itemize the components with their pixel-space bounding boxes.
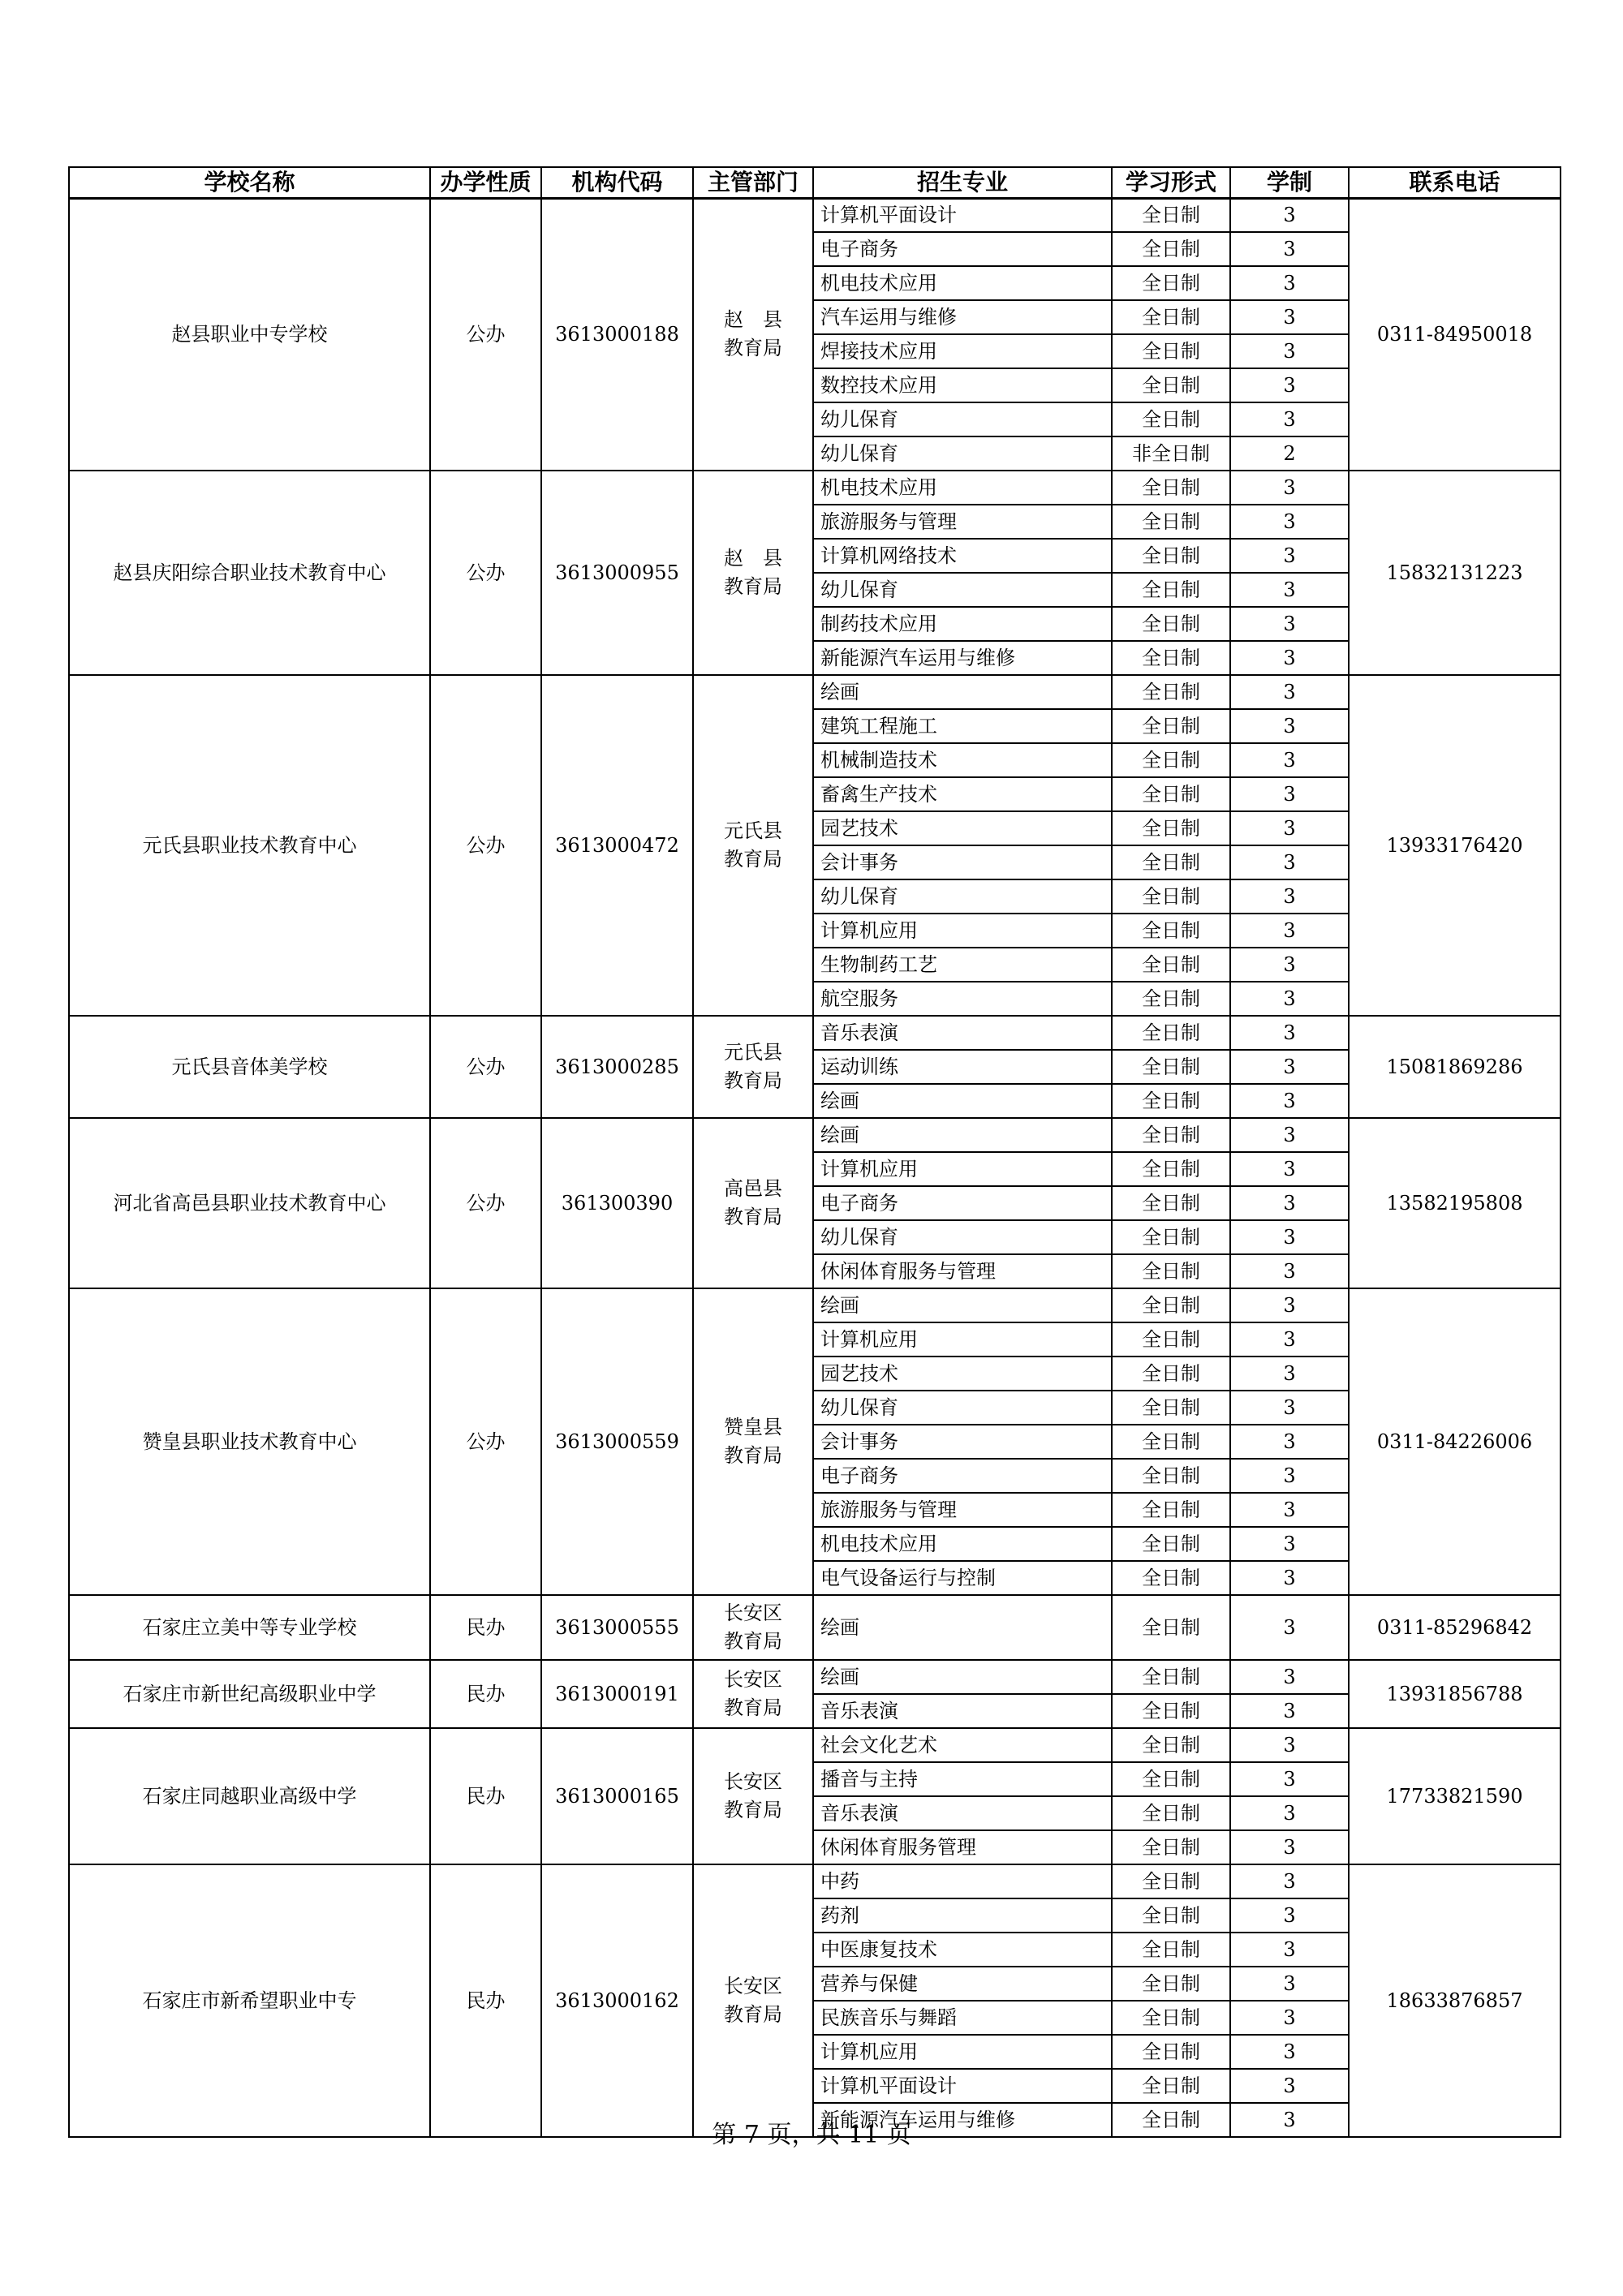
header-school-name: 学校名称 [69,167,430,198]
study-form: 全日制 [1112,1152,1230,1186]
contact-phone: 17733821590 [1349,1728,1561,1864]
header-study-form: 学习形式 [1112,167,1230,198]
duration: 3 [1230,198,1349,232]
table-row [69,1595,1561,1660]
study-form: 全日制 [1112,334,1230,368]
study-form: 全日制 [1112,539,1230,573]
school-code: 3613000188 [541,198,693,471]
study-form: 全日制 [1112,471,1230,505]
duration: 3 [1230,641,1349,675]
duration: 3 [1230,300,1349,334]
school-nature: 公办 [430,198,541,471]
major-name: 数控技术应用 [813,368,1112,402]
study-form: 全日制 [1112,368,1230,402]
major-name: 绘画 [813,1660,1112,1694]
study-form: 全日制 [1112,1357,1230,1391]
school-nature: 公办 [430,471,541,675]
contact-phone: 13931856788 [1349,1660,1561,1728]
major-name: 机电技术应用 [813,1527,1112,1561]
study-form: 全日制 [1112,879,1230,914]
study-form: 全日制 [1112,300,1230,334]
school-code: 361300390 [541,1118,693,1288]
duration: 3 [1230,1186,1349,1220]
study-form: 全日制 [1112,2001,1230,2035]
table-row [69,1288,1561,1322]
duration: 3 [1230,2035,1349,2069]
study-form: 全日制 [1112,1796,1230,1830]
school-department: 高邑县 教育局 [693,1118,813,1288]
duration: 3 [1230,1728,1349,1762]
school-nature: 公办 [430,1016,541,1118]
duration: 3 [1230,1493,1349,1527]
duration: 3 [1230,982,1349,1016]
study-form: 全日制 [1112,1425,1230,1459]
school-code: 3613000191 [541,1660,693,1728]
major-name: 机械制造技术 [813,743,1112,777]
major-name: 会计事务 [813,1425,1112,1459]
duration: 3 [1230,777,1349,811]
duration: 3 [1230,1118,1349,1152]
major-name: 航空服务 [813,982,1112,1016]
study-form: 全日制 [1112,845,1230,879]
duration: 3 [1230,743,1349,777]
school-code: 3613000165 [541,1728,693,1864]
major-name: 幼儿保育 [813,436,1112,471]
contact-phone: 13933176420 [1349,675,1561,1016]
major-name: 计算机网络技术 [813,539,1112,573]
school-name: 河北省高邑县职业技术教育中心 [69,1118,430,1288]
major-name: 新能源汽车运用与维修 [813,2103,1112,2137]
study-form: 全日制 [1112,641,1230,675]
duration: 3 [1230,573,1349,607]
page-footer: 第 7 页，共 11 页 [712,2121,911,2149]
school-nature: 民办 [430,1660,541,1728]
major-name: 幼儿保育 [813,402,1112,436]
major-name: 绘画 [813,1084,1112,1118]
study-form: 全日制 [1112,709,1230,743]
study-form: 全日制 [1112,1288,1230,1322]
table-body [69,198,1561,2137]
contact-phone: 13582195808 [1349,1118,1561,1288]
duration: 3 [1230,1459,1349,1493]
duration: 3 [1230,607,1349,641]
duration: 3 [1230,368,1349,402]
duration: 3 [1230,948,1349,982]
major-name: 电子商务 [813,1186,1112,1220]
duration: 3 [1230,1084,1349,1118]
major-name: 音乐表演 [813,1016,1112,1050]
study-form: 全日制 [1112,2103,1230,2137]
major-name: 计算机平面设计 [813,2069,1112,2103]
major-name: 营养与保健 [813,1967,1112,2001]
duration: 3 [1230,1391,1349,1425]
major-name: 焊接技术应用 [813,334,1112,368]
table-row [69,1660,1561,1694]
study-form: 全日制 [1112,1898,1230,1933]
duration: 3 [1230,505,1349,539]
major-name: 新能源汽车运用与维修 [813,641,1112,675]
school-nature: 民办 [430,1864,541,2137]
study-form: 全日制 [1112,573,1230,607]
duration: 3 [1230,2103,1349,2137]
major-name: 社会文化艺术 [813,1728,1112,1762]
major-name: 制药技术应用 [813,607,1112,641]
major-name: 药剂 [813,1898,1112,1933]
study-form: 全日制 [1112,982,1230,1016]
major-name: 幼儿保育 [813,879,1112,914]
study-form: 全日制 [1112,1527,1230,1561]
duration: 2 [1230,436,1349,471]
duration: 3 [1230,1796,1349,1830]
duration: 3 [1230,1694,1349,1728]
duration: 3 [1230,1425,1349,1459]
study-form: 全日制 [1112,505,1230,539]
table-row [69,1118,1561,1152]
study-form: 全日制 [1112,1220,1230,1254]
header-major: 招生专业 [813,167,1112,198]
school-code: 3613000285 [541,1016,693,1118]
school-name: 元氏县职业技术教育中心 [69,675,430,1016]
major-name: 音乐表演 [813,1796,1112,1830]
duration: 3 [1230,1357,1349,1391]
study-form: 全日制 [1112,1493,1230,1527]
study-form: 全日制 [1112,2069,1230,2103]
duration: 3 [1230,1220,1349,1254]
study-form: 全日制 [1112,1933,1230,1967]
major-name: 绘画 [813,1595,1112,1660]
duration: 3 [1230,266,1349,300]
duration: 3 [1230,471,1349,505]
major-name: 生物制药工艺 [813,948,1112,982]
study-form: 全日制 [1112,232,1230,266]
school-name: 石家庄市新世纪高级职业中学 [69,1660,430,1728]
duration: 3 [1230,1561,1349,1595]
school-department: 长安区 教育局 [693,1595,813,1660]
duration: 3 [1230,1762,1349,1796]
school-name: 石家庄同越职业高级中学 [69,1728,430,1864]
study-form: 全日制 [1112,1016,1230,1050]
duration: 3 [1230,914,1349,948]
table-row [69,1728,1561,1762]
header-code: 机构代码 [541,167,693,198]
study-form: 全日制 [1112,1864,1230,1898]
major-name: 园艺技术 [813,811,1112,845]
school-code: 3613000472 [541,675,693,1016]
duration: 3 [1230,1967,1349,2001]
table-row [69,1016,1561,1050]
study-form: 全日制 [1112,1050,1230,1084]
study-form: 全日制 [1112,1084,1230,1118]
school-department: 赞皇县 教育局 [693,1288,813,1595]
school-name: 元氏县音体美学校 [69,1016,430,1118]
major-name: 运动训练 [813,1050,1112,1084]
header-duration: 学制 [1230,167,1349,198]
school-department: 赵 县 教育局 [693,471,813,675]
school-nature: 公办 [430,1118,541,1288]
school-name: 石家庄立美中等专业学校 [69,1595,430,1660]
major-name: 电子商务 [813,232,1112,266]
school-code: 3613000162 [541,1864,693,2137]
table-row [69,1864,1561,1898]
major-name: 计算机平面设计 [813,198,1112,232]
study-form: 全日制 [1112,743,1230,777]
header-phone: 联系电话 [1349,167,1561,198]
study-form: 全日制 [1112,1967,1230,2001]
duration: 3 [1230,1288,1349,1322]
major-name: 计算机应用 [813,1152,1112,1186]
study-form: 全日制 [1112,198,1230,232]
school-name: 赞皇县职业技术教育中心 [69,1288,430,1595]
table-row [69,198,1561,232]
header-nature: 办学性质 [430,167,541,198]
duration: 3 [1230,539,1349,573]
major-name: 计算机应用 [813,1322,1112,1357]
duration: 3 [1230,709,1349,743]
header-department: 主管部门 [693,167,813,198]
major-name: 幼儿保育 [813,1220,1112,1254]
duration: 3 [1230,1322,1349,1357]
major-name: 汽车运用与维修 [813,300,1112,334]
table-row [69,471,1561,505]
contact-phone: 0311-84226006 [1349,1288,1561,1595]
study-form: 全日制 [1112,675,1230,709]
major-name: 电气设备运行与控制 [813,1561,1112,1595]
table-row [69,675,1561,709]
school-nature: 民办 [430,1728,541,1864]
school-name: 赵县庆阳综合职业技术教育中心 [69,471,430,675]
study-form: 全日制 [1112,1254,1230,1288]
school-name: 石家庄市新希望职业中专 [69,1864,430,2137]
duration: 3 [1230,1254,1349,1288]
major-name: 中医康复技术 [813,1933,1112,1967]
major-name: 幼儿保育 [813,1391,1112,1425]
major-name: 计算机应用 [813,914,1112,948]
school-department: 长安区 教育局 [693,1864,813,2137]
major-name: 旅游服务与管理 [813,505,1112,539]
study-form: 全日制 [1112,914,1230,948]
study-form: 全日制 [1112,1728,1230,1762]
contact-phone: 15081869286 [1349,1016,1561,1118]
duration: 3 [1230,1660,1349,1694]
duration: 3 [1230,845,1349,879]
duration: 3 [1230,675,1349,709]
contact-phone: 0311-85296842 [1349,1595,1561,1660]
school-code: 3613000955 [541,471,693,675]
table-header-row [69,167,1561,198]
study-form: 全日制 [1112,607,1230,641]
duration: 3 [1230,1595,1349,1660]
study-form: 全日制 [1112,811,1230,845]
study-form: 全日制 [1112,402,1230,436]
major-name: 绘画 [813,675,1112,709]
school-name: 赵县职业中专学校 [69,198,430,471]
study-form: 全日制 [1112,2035,1230,2069]
study-form: 全日制 [1112,1118,1230,1152]
contact-phone: 15832131223 [1349,471,1561,675]
study-form: 全日制 [1112,1561,1230,1595]
major-name: 音乐表演 [813,1694,1112,1728]
school-department: 长安区 教育局 [693,1660,813,1728]
major-name: 民族音乐与舞蹈 [813,2001,1112,2035]
major-name: 机电技术应用 [813,266,1112,300]
study-form: 全日制 [1112,1459,1230,1493]
duration: 3 [1230,811,1349,845]
study-form: 全日制 [1112,1186,1230,1220]
study-form: 全日制 [1112,1762,1230,1796]
duration: 3 [1230,334,1349,368]
major-name: 绘画 [813,1118,1112,1152]
major-name: 计算机应用 [813,2035,1112,2069]
duration: 3 [1230,1050,1349,1084]
duration: 3 [1230,2069,1349,2103]
contact-phone: 0311-84950018 [1349,198,1561,471]
major-name: 中药 [813,1864,1112,1898]
study-form: 全日制 [1112,1322,1230,1357]
contact-phone: 18633876857 [1349,1864,1561,2137]
major-name: 旅游服务与管理 [813,1493,1112,1527]
study-form: 全日制 [1112,777,1230,811]
school-nature: 民办 [430,1595,541,1660]
school-department: 赵 县 教育局 [693,198,813,471]
duration: 3 [1230,1830,1349,1864]
study-form: 非全日制 [1112,436,1230,471]
duration: 3 [1230,1016,1349,1050]
major-name: 机电技术应用 [813,471,1112,505]
school-code: 3613000559 [541,1288,693,1595]
major-name: 园艺技术 [813,1357,1112,1391]
duration: 3 [1230,2001,1349,2035]
duration: 3 [1230,879,1349,914]
major-name: 电子商务 [813,1459,1112,1493]
enrollment-table [68,166,1561,2138]
study-form: 全日制 [1112,1595,1230,1660]
school-department: 元氏县 教育局 [693,675,813,1016]
major-name: 建筑工程施工 [813,709,1112,743]
study-form: 全日制 [1112,948,1230,982]
study-form: 全日制 [1112,1694,1230,1728]
major-name: 会计事务 [813,845,1112,879]
duration: 3 [1230,232,1349,266]
study-form: 全日制 [1112,1660,1230,1694]
major-name: 绘画 [813,1288,1112,1322]
school-nature: 公办 [430,1288,541,1595]
duration: 3 [1230,1933,1349,1967]
major-name: 幼儿保育 [813,573,1112,607]
duration: 3 [1230,402,1349,436]
major-name: 休闲体育服务与管理 [813,1254,1112,1288]
school-department: 元氏县 教育局 [693,1016,813,1118]
major-name: 休闲体育服务管理 [813,1830,1112,1864]
study-form: 全日制 [1112,1830,1230,1864]
study-form: 全日制 [1112,1391,1230,1425]
school-department: 长安区 教育局 [693,1728,813,1864]
duration: 3 [1230,1898,1349,1933]
duration: 3 [1230,1527,1349,1561]
duration: 3 [1230,1864,1349,1898]
major-name: 播音与主持 [813,1762,1112,1796]
school-code: 3613000555 [541,1595,693,1660]
school-nature: 公办 [430,675,541,1016]
study-form: 全日制 [1112,266,1230,300]
major-name: 畜禽生产技术 [813,777,1112,811]
duration: 3 [1230,1152,1349,1186]
